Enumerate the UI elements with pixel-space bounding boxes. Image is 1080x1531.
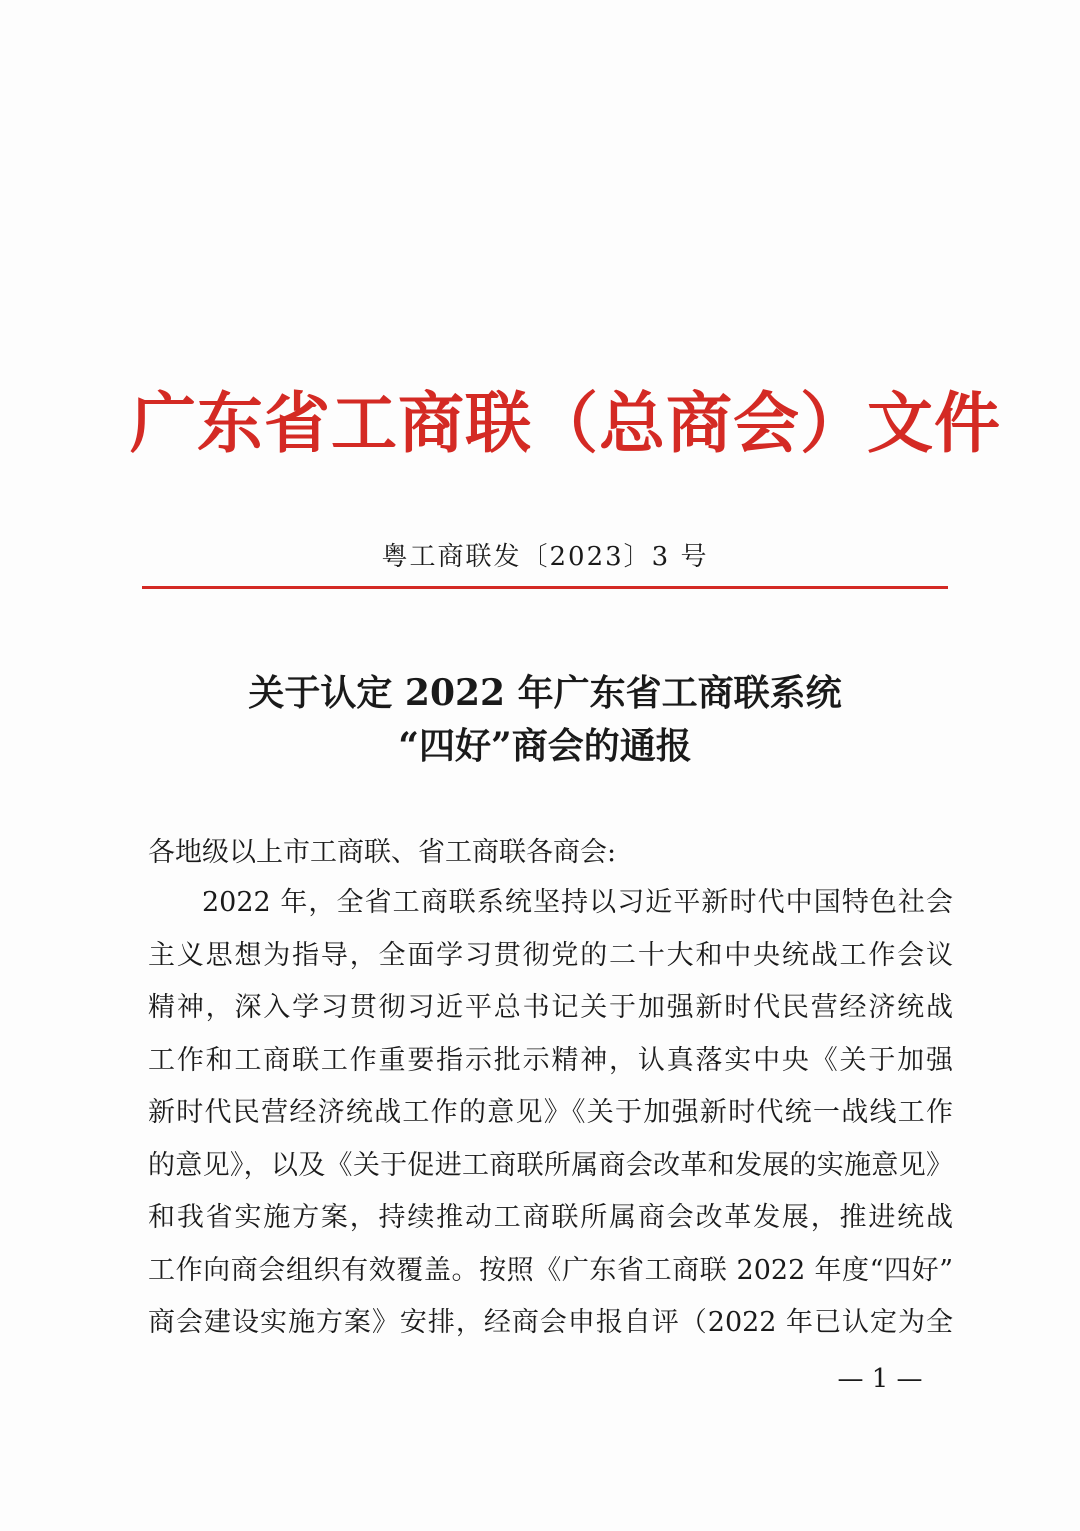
body-line: 新时代民营经济统战工作的意见》《关于加强新时代统一战线工作 xyxy=(148,1097,953,1128)
body-line: 工作向商会组织有效覆盖。按照《广东省工商联 2022 年度“四好” xyxy=(148,1254,953,1286)
body-line: 的意见》，以及《关于促进工商联所属商会改革和发展的实施意见》 xyxy=(148,1149,953,1181)
document-title-line-2: “四好”商会的通报 xyxy=(398,725,692,767)
body-line: 商会建设实施方案》安排，经商会申报自评（2022 年已认定为全 xyxy=(148,1307,953,1338)
body-line: 和我省实施方案，持续推动工商联所属商会改革发展，推进统战 xyxy=(148,1202,953,1233)
body-line: 工作和工商联工作重要指示批示精神，认真落实中央《关于加强 xyxy=(148,1044,953,1076)
red-divider-rule xyxy=(142,586,948,589)
body-line: 精神，深入学习贯彻习近平总书记关于加强新时代民营经济统战 xyxy=(148,992,953,1023)
body-line: 2022 年，全省工商联系统坚持以习近平新时代中国特色社会 xyxy=(202,887,953,918)
body-text xyxy=(148,880,953,1353)
document-title-line-1: 关于认定 2022 年广东省工商联系统 xyxy=(248,672,842,714)
document-header-title: 广东省工商联（总商会）文件 xyxy=(130,384,1001,462)
salutation: 各地级以上市工商联、省工商联各商会: xyxy=(148,837,617,868)
page-number: — 1 — xyxy=(837,1364,923,1394)
body-line: 主义思想为指导，全面学习贯彻党的二十大和中央统战工作会议 xyxy=(148,939,953,971)
document-number: 粤工商联发〔2023〕3 号 xyxy=(381,542,709,572)
